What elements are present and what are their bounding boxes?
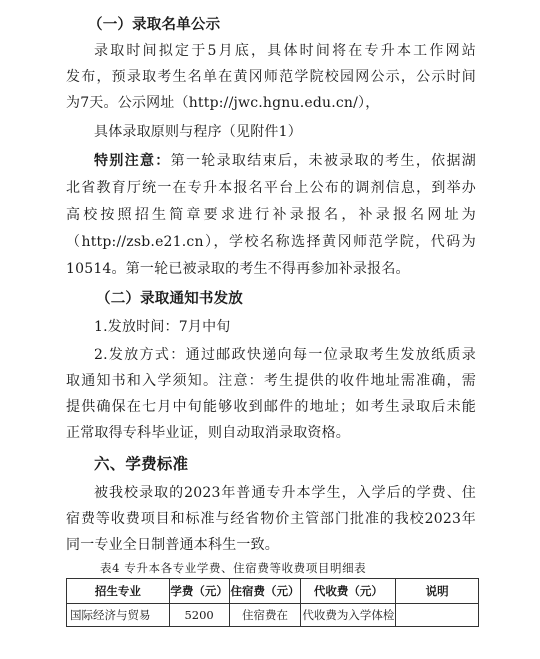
heading-admission-list: （一）录取名单公示 xyxy=(88,16,221,33)
paragraph-line: 10514。第一轮已被录取的考生不得再参加补录报名。 xyxy=(66,261,410,277)
table-header-row xyxy=(67,579,479,604)
column-header: 代收费（元） xyxy=(301,579,396,604)
paragraph-line: 宿费等收费项目和标准与经省物价主管部门批准的我校2023年 xyxy=(66,511,476,527)
special-note-line xyxy=(94,150,476,172)
paragraph-line: 同一专业全日制普通本科生一致。 xyxy=(66,537,279,553)
paragraph-line: 正常取得专科毕业证，则自动取消录取资格。 xyxy=(66,425,350,441)
fee-table xyxy=(66,578,479,627)
special-note-label: 特别注意： xyxy=(94,153,171,169)
table-cell: 代收费为入学体检 xyxy=(301,604,396,627)
paragraph-line: 提供确保在七月中旬能够收到邮件的地址；如考生录取后未能 xyxy=(66,399,476,415)
special-note-text: 第一轮录取结束后，未被录取的考生，依据湖 xyxy=(170,153,476,169)
table-cell xyxy=(396,604,479,627)
paragraph-line: 为7天。公示网址（http://jwc.hgnu.edu.cn/）， xyxy=(66,95,380,111)
paragraph-line: 北省教育厅统一在专升本报名平台上公布的调剂信息，到举办 xyxy=(66,180,476,196)
paragraph-line: （http://zsb.e21.cn），学校名称选择黄冈师范学院，代码为 xyxy=(66,234,476,250)
paragraph-line: 录取时间拟定于5月底，具体时间将在专升本工作网站 xyxy=(94,43,476,59)
table-row xyxy=(67,604,479,627)
table-cell: 住宿费在 xyxy=(229,604,301,627)
column-header: 住宿费（元） xyxy=(229,579,301,604)
column-header: 说明 xyxy=(396,579,479,604)
paragraph-line: 具体录取原则与程序（见附件1） xyxy=(94,124,302,140)
table-cell: 国际经济与贸易 xyxy=(67,604,170,627)
column-header: 招生专业 xyxy=(67,579,170,604)
table-cell: 5200 xyxy=(169,604,229,627)
heading-notice-issuance: （二）录取通知书发放 xyxy=(96,290,243,307)
table-caption: 表4 专升本各专业学费、住宿费等收费项目明细表 xyxy=(100,561,367,575)
paragraph-line: 取通知书和入学须知。注意：考生提供的收件地址需准确，需 xyxy=(66,373,476,389)
paragraph-line: 高校按照招生简章要求进行补录报名，补录报名网址为 xyxy=(66,207,476,223)
column-header: 学费（元） xyxy=(169,579,229,604)
paragraph-line: 发布，预录取考生名单在黄冈师范学院校园网公示，公示时间 xyxy=(66,69,476,85)
paragraph-line: 被我校录取的2023年普通专升本学生，入学后的学费、住 xyxy=(94,485,476,501)
heading-tuition-standard: 六、学费标准 xyxy=(94,454,189,473)
list-item: 2.发放方式：通过邮政快递向每一位录取考生发放纸质录 xyxy=(94,347,476,363)
list-item: 1.发放时间：7月中旬 xyxy=(94,319,231,335)
